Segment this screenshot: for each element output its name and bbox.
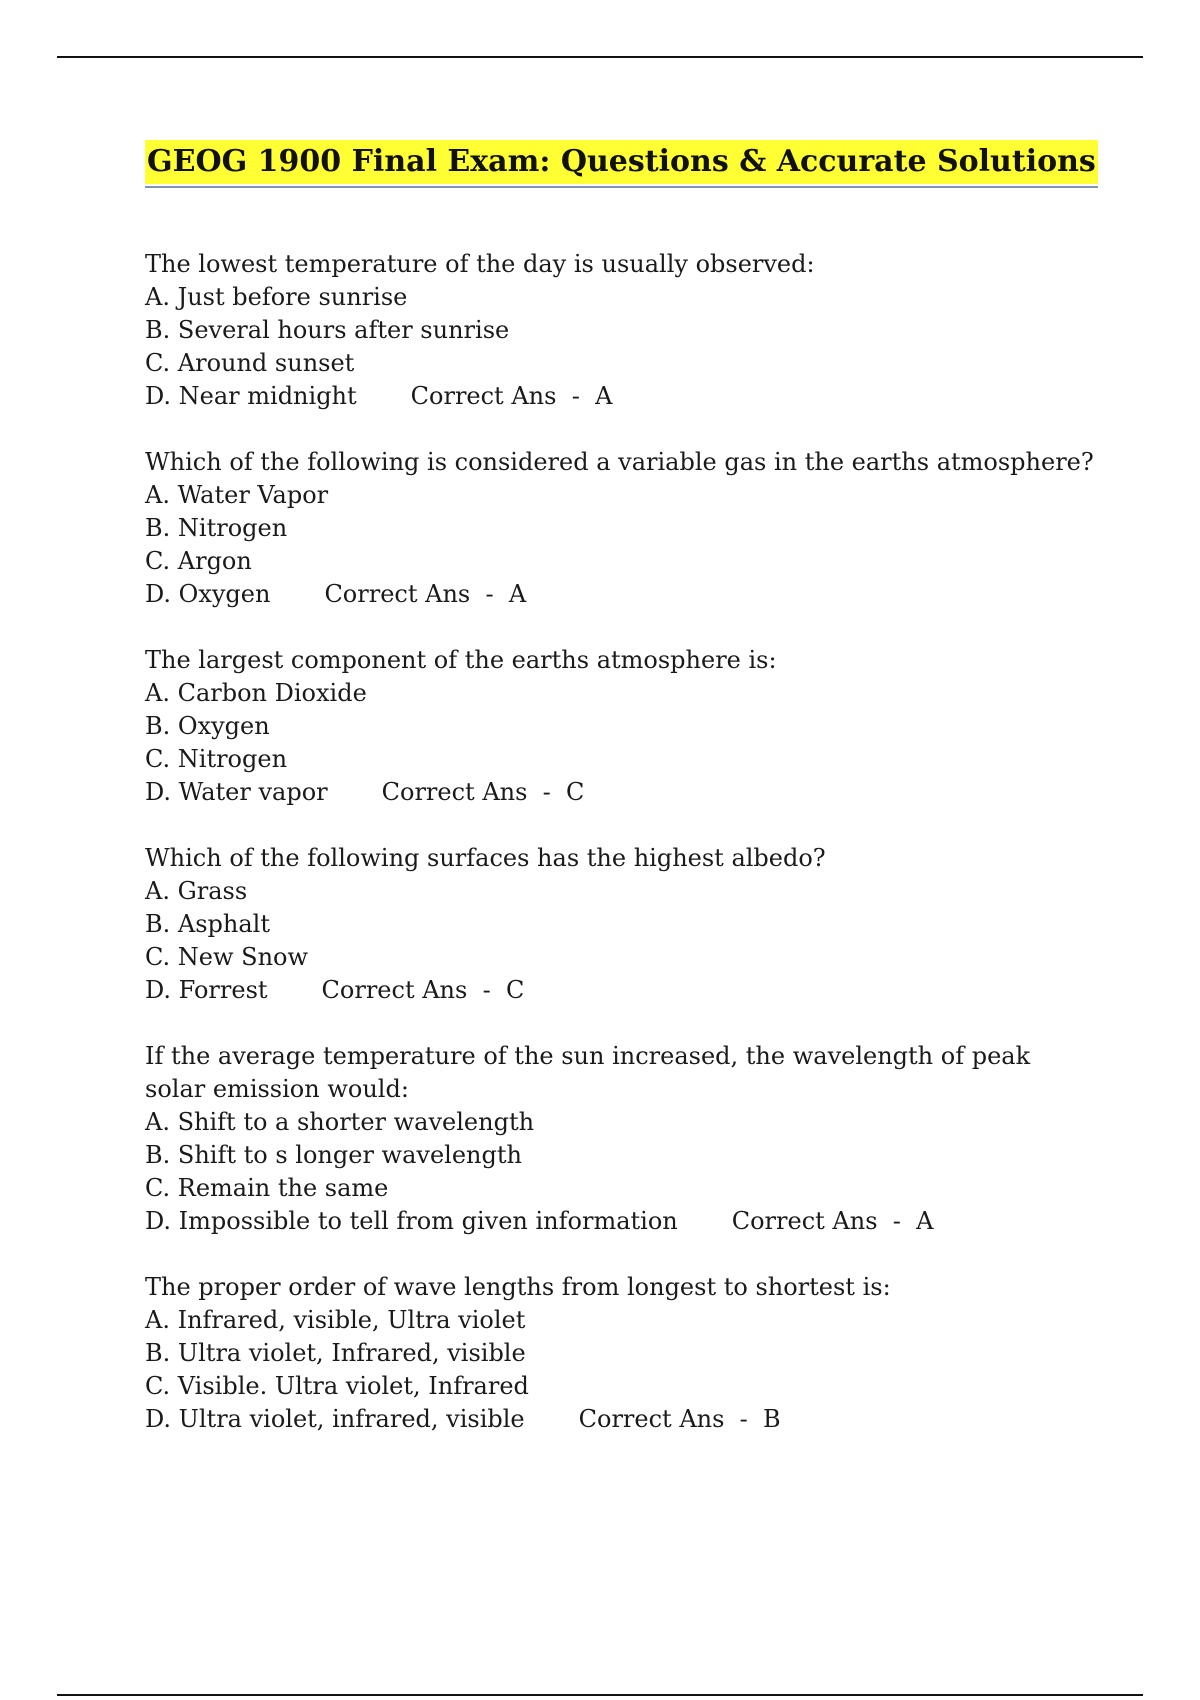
option-a: A. Water Vapor [145,481,329,509]
option-b: B. Oxygen [145,712,270,740]
question-text: The lowest temperature of the day is usually observed: [145,250,815,278]
option-b: B. Several hours after sunrise [145,316,510,344]
question-text: Which of the following surfaces has the highest albedo? [145,844,826,872]
top-rule [57,56,1143,58]
question-list [145,248,1095,1436]
option-d-row [145,380,1095,413]
page-title: GEOG 1900 Final Exam: Questions & Accurate Solutions [145,140,1098,184]
correct-answer: Correct Ans - A [410,382,613,410]
correct-answer: Correct Ans - C [381,778,585,806]
question-6 [145,1271,1095,1436]
option-c: C. Visible. Ultra violet, Infrared [145,1372,529,1400]
option-c: C. Nitrogen [145,745,288,773]
option-a: A. Just before sunrise [145,283,408,311]
question-5 [145,1040,1095,1238]
option-d-row [145,776,1095,809]
question-text: Which of the following is considered a variable gas in the earths atmosphere? [145,448,1094,476]
document-content [145,140,1095,1469]
question-1 [145,248,1095,413]
question-4 [145,842,1095,1007]
question-3 [145,644,1095,809]
option-b: B. Asphalt [145,910,270,938]
option-b: B. Ultra violet, Infrared, visible [145,1339,526,1367]
option-a: A. Grass [145,877,248,905]
option-c: C. New Snow [145,943,309,971]
option-c: C. Remain the same [145,1174,389,1202]
correct-answer: Correct Ans - A [731,1207,934,1235]
question-text: The proper order of wave lengths from longest to shortest is: [145,1273,891,1301]
option-d-row [145,1205,1095,1238]
option-d: D. Water vapor [145,778,328,806]
option-c: C. Around sunset [145,349,355,377]
option-a: A. Infrared, visible, Ultra violet [145,1306,526,1334]
bottom-rule [57,1694,1143,1696]
question-text: If the average temperature of the sun increased, the wavelength of peak solar emission would: [145,1042,1031,1103]
correct-answer: Correct Ans - A [324,580,527,608]
correct-answer: Correct Ans - C [321,976,525,1004]
option-d: D. Impossible to tell from given information [145,1207,678,1235]
option-d-row [145,578,1095,611]
option-c: C. Argon [145,547,252,575]
option-d-row [145,1403,1095,1436]
option-a: A. Carbon Dioxide [145,679,367,707]
option-b: B. Nitrogen [145,514,288,542]
question-2 [145,446,1095,611]
title-underline [145,140,1098,188]
option-d-row [145,974,1095,1007]
correct-answer: Correct Ans - B [578,1405,781,1433]
option-d: D. Near midnight [145,382,357,410]
option-d: D. Oxygen [145,580,271,608]
option-d: D. Forrest [145,976,268,1004]
option-b: B. Shift to s longer wavelength [145,1141,522,1169]
option-d: D. Ultra violet, infrared, visible [145,1405,525,1433]
question-text: The largest component of the earths atmosphere is: [145,646,777,674]
option-a: A. Shift to a shorter wavelength [145,1108,535,1136]
